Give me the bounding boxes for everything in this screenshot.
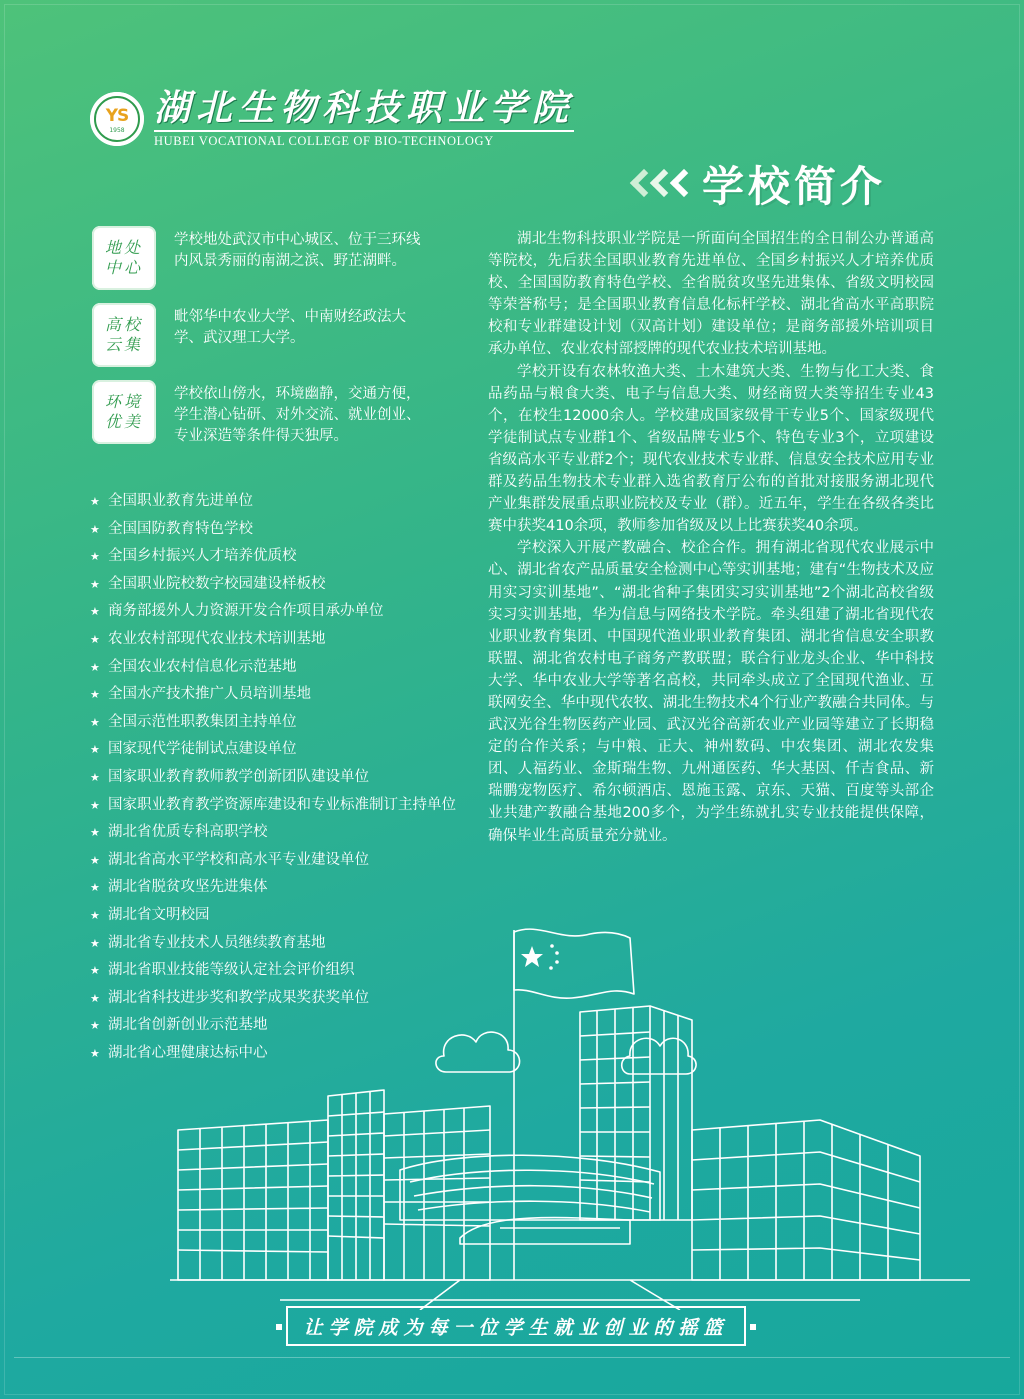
- honor-item: [90, 874, 456, 902]
- intro-paragraph: 湖北生物科技职业学院是一所面向全国招生的全日制公办普通高等院校，先后获全国职业教育先进单位、全国乡村振兴人才培养优质校、全国国防教育特色学校、全省脱贫攻坚先进集体、省级文明校园等荣誉称号；是全国职业教育信息化标杆学校、湖北省高水平高职院校和专业群建设计划（双高计划）建设单位；是商务部援外培训项目承办单位、农业农村部授牌的现代农业技术培训基地。: [488, 231, 934, 358]
- train-shape: [460, 1218, 630, 1244]
- honor-text: 湖北省高水平学校和高水平专业建设单位: [108, 851, 369, 868]
- flag-star-icon: [521, 946, 543, 967]
- honor-item: [90, 681, 456, 709]
- feature-text: 学校依山傍水，环境幽静，交通方便，学生潜心钻研、对外交流、就业创业、专业深造等条件得天独厚。: [174, 386, 421, 444]
- star-icon: ★: [90, 936, 100, 950]
- honor-item: [90, 626, 456, 654]
- section-title: [626, 154, 886, 214]
- cloud-shape: [436, 1032, 520, 1072]
- honor-text: 全国水产技术推广人员培训基地: [108, 686, 311, 703]
- star-icon: ★: [90, 908, 100, 922]
- star-icon: ★: [90, 688, 100, 702]
- flag-small-star: [549, 966, 553, 970]
- feature-badge: [92, 380, 156, 444]
- honor-text: 全国职业教育先进单位: [108, 493, 253, 509]
- feature-badge-line: 高校: [104, 315, 143, 334]
- honor-text: 商务部援外人力资源开发合作项目承办单位: [108, 603, 384, 620]
- star-icon: ★: [90, 770, 100, 784]
- feature-text: 学校地处武汉市中心城区、位于三环线内风景秀丽的南湖之滨、野芷湖畔。: [174, 232, 421, 269]
- feature-text: 毗邻华中农业大学、中南财经政法大学、武汉理工大学。: [174, 309, 406, 346]
- star-icon: ★: [90, 853, 100, 867]
- stadium-dome: [400, 1155, 660, 1220]
- flag-small-star: [555, 951, 559, 955]
- feature-item: [92, 380, 432, 457]
- feature-badge-line: 优美: [104, 412, 143, 431]
- building-right-grid: [692, 1122, 920, 1280]
- feature-badge-line: 地处: [104, 238, 143, 257]
- honor-text: 国家职业教育教学资源库建设和专业标准制订主持单位: [108, 796, 456, 813]
- chevron-left-icon: [646, 164, 664, 204]
- honor-item: [90, 819, 456, 847]
- honor-text: 湖北省脱贫攻坚先进集体: [108, 879, 268, 896]
- star-icon: ★: [90, 798, 100, 812]
- emblem-mark: YS: [105, 105, 129, 126]
- honor-text: 全国示范性职教集团主持单位: [108, 713, 297, 730]
- honor-text: 国家职业教育教师教学创新团队建设单位: [108, 768, 369, 785]
- flag-small-star: [555, 960, 559, 964]
- star-icon: ★: [90, 991, 100, 1005]
- feature-badge-line: 环境: [104, 392, 143, 411]
- star-icon: ★: [90, 660, 100, 674]
- honor-text: 湖北省创新创业示范基地: [108, 1017, 268, 1034]
- bottom-divider: [14, 1357, 1010, 1358]
- feature-badge-line: 中心: [104, 258, 143, 277]
- chevron-left-icon: [626, 164, 644, 204]
- star-icon: ★: [90, 1019, 100, 1033]
- honor-item: [90, 598, 456, 626]
- feature-badge-line: 云集: [104, 335, 143, 354]
- slogan-text: 让学院成为每一位学生就业创业的摇篮: [303, 1316, 729, 1339]
- honor-item: [90, 543, 456, 571]
- flag-small-stars: [549, 944, 559, 970]
- college-name-cn: 湖北生物科技职业学院: [154, 87, 575, 129]
- college-logo-header: [90, 88, 574, 149]
- intro-paragraph: 学校深入开展产教融合、校企合作。拥有湖北省现代农业展示中心、湖北省农产品质量安全检测中心等实训基地；建有“生物技术及应用实习实训基地”、“湖北省种子集团实习实训基地”2个湖北高校省级实习实训基地，华为信息与网络技术学院。牵头组建了湖北省现代农业职业教育集团、中国现代渔业职业教育集团、湖北省信息安全职教联盟、湖北省农村电子商务产教联盟；联合行业龙头企业、华中科技大学、华中农业大学等著名高校，共同牵头成立了全国现代渔业、互联网安全、华中现代农牧、湖北生物技术4个行业产教融合共同体。与武汉光谷生物医药产业园、武汉光谷高新农业产业园等建立了长期稳定的合作关系；与中粮、正大、神州数码、中农集团、湖北农发集团、人福药业、金斯瑞生物、九州通医药、华大基因、仟吉食品、新瑞鹏宠物医疗、希尔顿酒店、恩施玉露、京东、天猫、百度等头部企业共建产教融合基地200多个，为学生练就扎实专业技能提供保障，确保毕业生高质量充分就业。: [488, 540, 934, 844]
- honor-item: [90, 709, 456, 737]
- honor-item: [90, 792, 456, 820]
- emblem-year: 1958: [109, 126, 125, 134]
- honor-text: 湖北省职业技能等级认定社会评价组织: [108, 962, 355, 979]
- logo-text: [154, 88, 574, 149]
- flag-icon: [514, 929, 634, 998]
- feature-item: [92, 226, 432, 303]
- honor-text: 全国职业院校数字校园建设样板校: [108, 575, 326, 592]
- intro-text: [488, 228, 934, 847]
- building-tall-left-grid: [328, 1092, 384, 1280]
- star-icon: ★: [90, 605, 100, 619]
- star-icon: ★: [90, 826, 100, 840]
- honor-text: 全国乡村振兴人才培养优质校: [108, 548, 297, 565]
- honor-text: 湖北省心理健康达标中心: [108, 1044, 268, 1061]
- honor-item: [90, 516, 456, 544]
- star-icon: ★: [90, 495, 100, 508]
- star-icon: ★: [90, 577, 100, 591]
- star-icon: ★: [90, 522, 100, 536]
- honor-item: [90, 571, 456, 599]
- honor-item: [90, 847, 456, 875]
- star-icon: ★: [90, 964, 100, 978]
- star-icon: ★: [90, 715, 100, 729]
- star-icon: ★: [90, 550, 100, 564]
- flag-small-star: [550, 944, 554, 948]
- honor-item: [90, 654, 456, 682]
- college-emblem-icon: [90, 92, 144, 146]
- intro-paragraph: 学校开设有农林牧渔大类、土木建筑大类、生物与化工大类、食品药品与粮食大类、电子与信息大类、财经商贸大类等招生专业43个，在校生12000余人。学校建成国家级骨干专业5个、国家级现代学徒制试点专业群1个、省级品牌专业5个、特色专业3个，立项建设省级高水平专业群2个；现代农业技术专业群、信息安全技术应用专业群及药品生物技术专业群入选省教育厅公布的首批对接服务湖北现代产业集群发展重点职业院校及专业（群）。近五年，学生在各级各类比赛中获奖410余项，教师参加省级及以上比赛获奖40余项。: [488, 363, 934, 535]
- college-name-en: HUBEI VOCATIONAL COLLEGE OF BIO-TECHNOLOGY: [154, 130, 574, 149]
- feature-badge: [92, 226, 156, 290]
- honor-text: 全国国防教育特色学校: [108, 520, 253, 537]
- honor-text: 湖北省科技进步奖和教学成果奖获奖单位: [108, 989, 369, 1006]
- honor-text: 湖北省优质专科高职学校: [108, 824, 268, 841]
- star-icon: ★: [90, 1046, 100, 1060]
- star-icon: ★: [90, 743, 100, 757]
- star-icon: ★: [90, 632, 100, 646]
- star-icon: ★: [90, 881, 100, 895]
- campus-line-illustration: [160, 920, 980, 1310]
- honor-item: [90, 488, 456, 516]
- feature-list: [92, 226, 432, 457]
- building-tower-grid: [580, 1007, 678, 1220]
- honor-text: 农业农村部现代农业技术培训基地: [108, 630, 326, 647]
- feature-item: [92, 303, 432, 380]
- honor-text: 全国农业农村信息化示范基地: [108, 658, 297, 675]
- honor-text: 湖北省文明校园: [108, 906, 210, 923]
- honor-text: 国家现代学徒制试点建设单位: [108, 741, 297, 758]
- honor-item: [90, 764, 456, 792]
- feature-badge: [92, 303, 156, 367]
- building-left-wing-grid: [178, 1121, 328, 1280]
- honor-text: 湖北省专业技术人员继续教育基地: [108, 934, 326, 951]
- honor-item: [90, 736, 456, 764]
- chevron-left-icon: [666, 164, 684, 204]
- section-title-text: 学校简介: [702, 162, 887, 211]
- slogan-banner: [286, 1306, 746, 1346]
- stadium-dome-lines: [410, 1170, 654, 1212]
